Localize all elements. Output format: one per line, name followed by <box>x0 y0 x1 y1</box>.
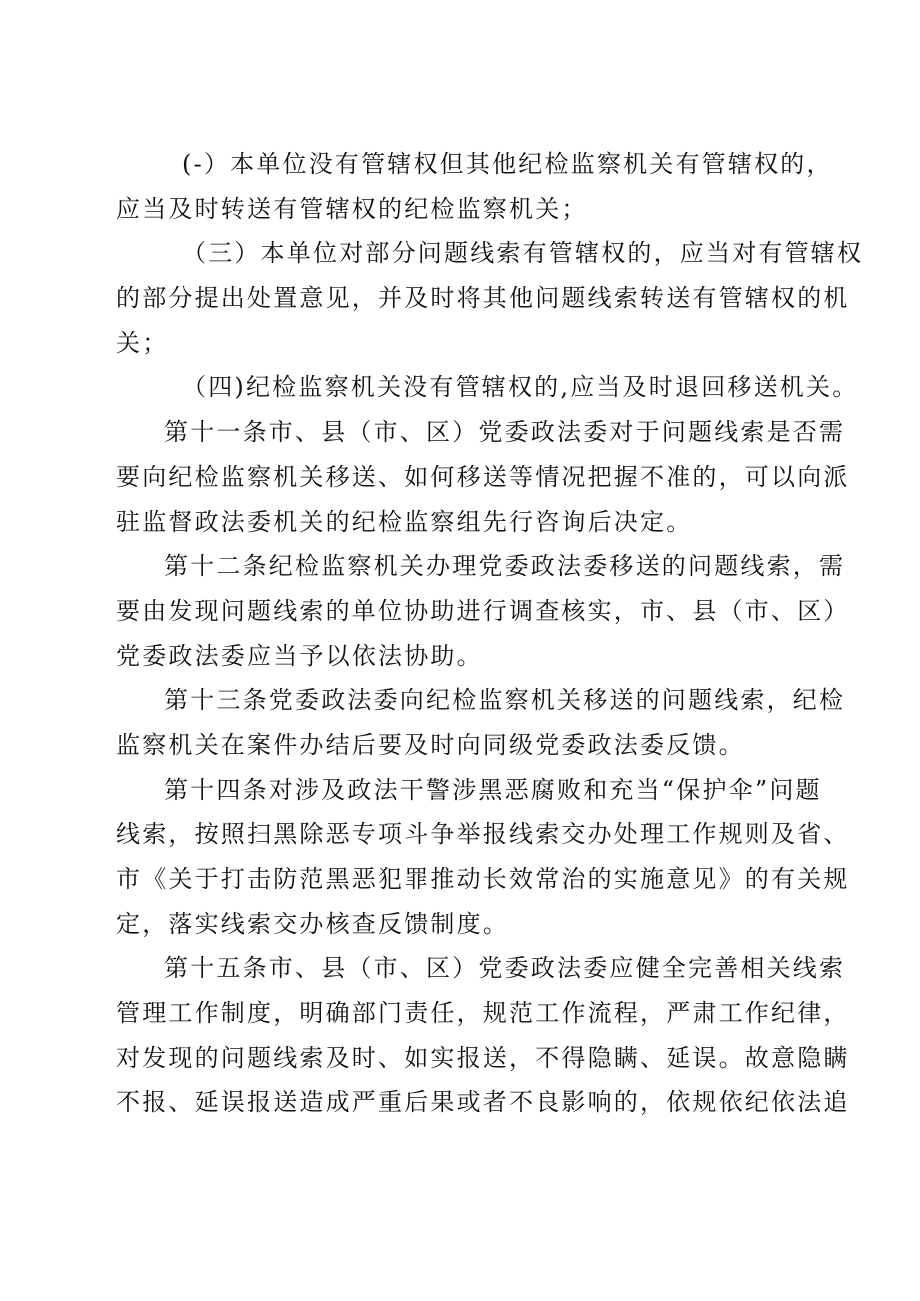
text-line: 应当及时转送有管辖权的纪检监察机关； <box>116 194 588 223</box>
text-line: (-）本单位没有管辖权但其他纪检监察机关有管辖权的， <box>182 150 833 178</box>
text-line: 要向纪检监察机关移送、如何移送等情况把握不准的，可以向派 <box>116 462 850 491</box>
text-line: 第十四条对涉及政法干警涉黑恶腐败和充当“保护伞”问题 <box>164 775 822 804</box>
text-line: 监察机关在案件办结后要及时向同级党委政法委反馈。 <box>116 730 745 759</box>
text-line: 定，落实线索交办核查反馈制度。 <box>116 909 509 938</box>
text-line: 线索，按照扫黑除恶专项斗争举报线索交办处理工作规则及省、 <box>116 820 850 849</box>
text-line: 第十一条市、县（市、区）党委政法委对于问题线索是否需 <box>164 418 846 447</box>
text-line: 驻监督政法委机关的纪检监察组先行咨询后决定。 <box>116 507 693 536</box>
text-line: （四)纪检监察机关没有管辖权的,应当及时退回移送机关。 <box>182 373 859 402</box>
text-line: 对发现的问题线索及时、如实报送，不得隐瞒、延误。故意隐瞒 <box>116 1043 850 1072</box>
text-line: 管理工作制度，明确部门责任，规范工作流程，严肃工作纪律， <box>116 999 850 1028</box>
text-line: 市《关于打击防范黑恶犯罪推动长效常治的实施意见》的有关规 <box>116 865 850 893</box>
document-body <box>116 142 864 1125</box>
text-line: 第十五条市、县（市、区）党委政法委应健全完善相关线索 <box>164 954 846 983</box>
text-line: 第十二条纪检监察机关办理党委政法委移送的问题线索，需 <box>164 552 846 581</box>
text-line: 要由发现问题线索的单位协助进行调查核实，市、县（市、区） <box>116 596 850 625</box>
text-line: 关； <box>116 328 169 357</box>
text-line: 第十三条党委政法委向纪检监察机关移送的问题线索，纪检 <box>164 686 846 715</box>
text-line: 的部分提出处置意见，并及时将其他问题线索转送有管辖权的机 <box>116 284 850 313</box>
text-line: 不报、延误报送造成严重后果或者不良影响的，依规依纪依法追 <box>116 1088 850 1117</box>
text-line: （三）本单位对部分问题线索有管辖权的，应当对有管辖权 <box>182 239 864 268</box>
text-line: 党委政法委应当予以依法协助。 <box>116 641 483 670</box>
